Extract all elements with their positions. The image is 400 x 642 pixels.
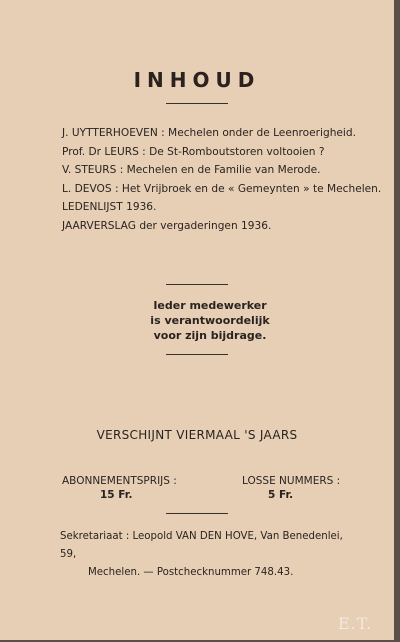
toc-entry: V. STEURS : Mechelen en de Familie van Merode.	[62, 164, 321, 177]
secretariat-info	[60, 528, 360, 582]
page-title: INHOUD	[133, 68, 261, 92]
subscription-price: 15 Fr.	[100, 489, 133, 501]
notice-line: is verantwoordelijk	[150, 314, 270, 327]
notice-block	[120, 298, 300, 343]
notice-bottom-rule	[166, 354, 228, 355]
notice-line: voor zijn bijdrage.	[153, 329, 267, 342]
title-divider	[166, 103, 228, 104]
toc-entry: Prof. Dr LEURS : De St-Romboutstoren voltooien ?	[62, 145, 325, 158]
toc-entry: LEDENLIJST 1936.	[62, 201, 157, 214]
watermark: E.T.	[338, 614, 373, 633]
toc-entry: J. UYTTERHOEVEN : Mechelen onder de Leenroerigheid.	[62, 127, 356, 139]
toc-entry: L. DEVOS : Het Vrijbroek en de « Gemeynten » te Mechelen.	[62, 182, 382, 195]
single-issue-price: 5 Fr.	[268, 489, 294, 501]
table-of-contents	[62, 124, 382, 236]
footer-divider	[166, 513, 228, 514]
single-issue-label: LOSSE NUMMERS :	[242, 475, 341, 487]
toc-entry: JAARVERSLAG der vergaderingen 1936.	[62, 219, 272, 232]
secretariat-line: Sekretariaat : Leopold VAN DEN HOVE, Van Benedenlei, 59,	[60, 531, 343, 560]
subscription-label: ABONNEMENTSPRIJS :	[62, 475, 177, 487]
publication-frequency: VERSCHIJNT VIERMAAL 'S JAARS	[96, 428, 298, 442]
notice-top-rule	[166, 284, 228, 285]
notice-line: Ieder medewerker	[153, 299, 267, 312]
secretariat-line: Mechelen. — Postchecknummer 748.43.	[88, 567, 294, 578]
